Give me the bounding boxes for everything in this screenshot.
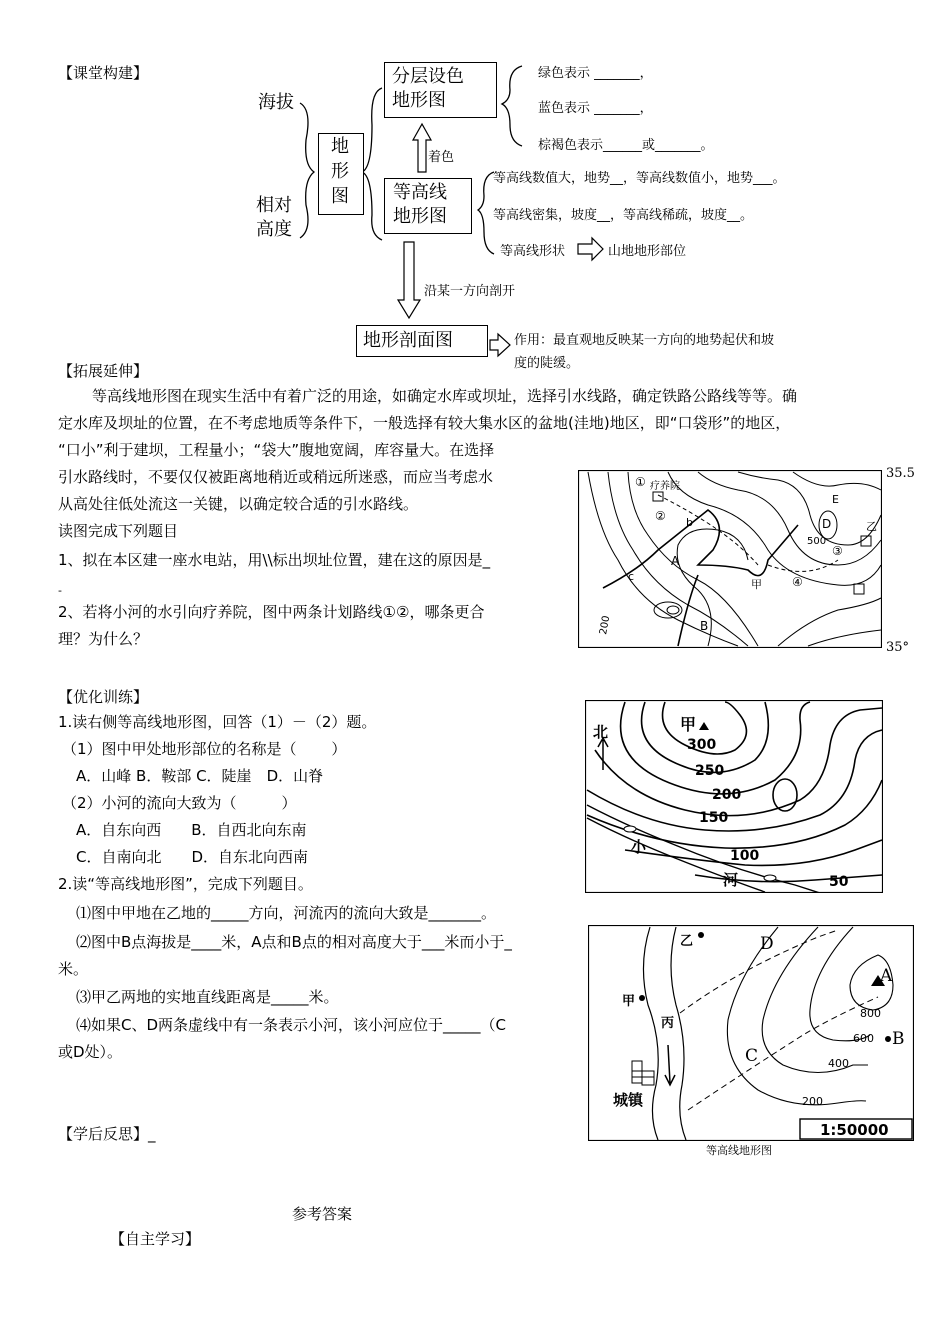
text-green: 绿色表示 _______， <box>538 66 653 81</box>
map1-label-c3: ③ <box>832 544 843 558</box>
map1-label-c: c <box>628 570 635 583</box>
map3-label-jia: 甲 <box>622 994 636 1009</box>
contour-map-peak-river <box>585 700 883 893</box>
map2-label-150: 150 <box>699 810 729 826</box>
map2-label-he: 河 <box>723 871 739 889</box>
map2-label-200: 200 <box>712 787 742 803</box>
question-youhua-2-4-cont: 或D处）。 <box>58 1043 123 1061</box>
map3-label-800: 800 <box>860 1007 881 1020</box>
question-youhua-1: 1.读右侧等高线地形图，回答（1）－（2）题。 <box>58 713 377 731</box>
map3-town: 城镇 <box>613 1091 644 1109</box>
label-haiba: 海拔 <box>258 92 294 113</box>
para-line-1: 等高线地形图在现实生活中有着广泛的用途，如确定水库或坝址，选择引水线路，确定铁路公路线等等。确 <box>92 387 798 405</box>
text-rule2: 等高线密集，坡度__，等高线稀疏，坡度__。 <box>493 208 754 223</box>
label-pouqie: 沿某一方向剖开 <box>424 284 516 299</box>
map3-label-A: A <box>880 966 893 986</box>
options-youhua-1-2-ab: A．自东向西 B．自西北向东南 <box>76 821 307 839</box>
map3-label-200: 200 <box>802 1095 823 1108</box>
map3-label-B: B <box>892 1029 905 1049</box>
map3-point-B <box>885 1036 891 1042</box>
map1-label-jia: 甲 <box>751 578 762 591</box>
map1-label-E: E <box>832 493 839 506</box>
para-line-2: 定水库及坝址的位置，在不考虑地质等条件下，一般选择有较大集水区的盆地(洼地)地区，即“口袋形”的地区， <box>58 414 791 432</box>
map1-label-yi: 乙 <box>866 520 877 533</box>
map3-label-600: 600 <box>853 1032 874 1045</box>
map3-point-jia <box>639 995 645 1001</box>
question-tuozhan-2-line2: 理？为什么？ <box>58 630 149 648</box>
box-fenceng-sheise: 分层设色 地形图 <box>384 62 497 118</box>
question-youhua-2-4: ⑷如果C、D两条虚线中有一条表示小河，该小河应位于_____（C <box>76 1016 507 1034</box>
question-youhua-1-1: （1）图中甲处地形部位的名称是（ ） <box>62 740 347 758</box>
map1-label-c1: ① <box>635 475 646 489</box>
map3-label-bing: 丙 <box>661 1016 675 1031</box>
question-youhua-2: 2.读“等高线地形图”，完成下列题目。 <box>58 875 313 893</box>
map1-label-c2: ② <box>655 509 666 523</box>
options-youhua-1-2-cd: C．自南向北 D．自东北向西南 <box>76 848 309 866</box>
question-youhua-2-2: ⑵图中B点海拔是____米，A点和B点的相对高度大于___米而小于_ <box>76 933 512 951</box>
map1-label-liaoyang: 疗养院 <box>650 481 680 492</box>
map1-label-200: 200 <box>598 614 613 636</box>
concept-diagram-lines <box>0 0 950 370</box>
question-tuozhan-1: 1、拟在本区建一座水电站，用\\标出坝址位置，建在这的原因是_ <box>58 551 491 569</box>
options-youhua-1-1: A．山峰 B．鞍部 C．陡崖 D．山脊 <box>76 767 324 785</box>
map3-label-D: D <box>760 934 774 954</box>
map1-lat-bottom: 35° <box>886 640 910 655</box>
question-tuozhan-1-cont: - <box>58 584 62 597</box>
text-zuoyong-1: 作用：最直观地反映某一方向的地势起伏和坡 <box>514 333 775 348</box>
map3-label-yi: 乙 <box>680 934 694 949</box>
answer-title: 参考答案 <box>292 1205 353 1223</box>
label-xiangdui-2: 高度 <box>256 219 292 240</box>
contour-map-reservoir <box>578 470 882 648</box>
question-youhua-2-3: ⑶甲乙两地的实地直线距离是_____米。 <box>76 988 339 1006</box>
map1-label-500: 500 <box>807 536 827 547</box>
text-rule1: 等高线数值大，地势__，等高线数值小，地势___。 <box>493 171 786 186</box>
map1-label-B: B <box>700 619 709 633</box>
question-youhua-2-2-cont: 米。 <box>58 960 89 978</box>
question-youhua-2-1: ⑴图中甲地在乙地的_____方向，河流丙的流向大致是_______。 <box>76 904 497 922</box>
map1-label-A: A <box>671 554 680 568</box>
box-dengaoxian: 等高线 地形图 <box>384 178 472 234</box>
text-brown: 棕褐色表示______或_______。 <box>538 138 714 153</box>
map1-label-c4: ④ <box>792 575 803 589</box>
section-heading-ketang: 【课堂构建】 <box>58 64 149 82</box>
map1-label-b: b <box>686 516 693 529</box>
map2-label-100: 100 <box>730 848 760 864</box>
map1-lat-top: 35.5 <box>886 466 915 481</box>
text-zuoyong-2: 度的陡缓。 <box>514 356 580 371</box>
map2-label-300: 300 <box>687 737 717 753</box>
para-line-5: 从高处往低处流这一关键，以确定较合适的引水路线。 <box>58 495 419 513</box>
contour-map-town <box>588 925 914 1141</box>
map3-scale: 1:50000 <box>820 1121 889 1139</box>
para-line-6: 读图完成下列题目 <box>58 522 179 540</box>
para-line-4: 引水路线时，不要仅仅被距离地稍近或稍远所迷惑，而应当考虑水 <box>58 468 494 486</box>
box-dixingtu: 地 形 图 <box>318 133 364 215</box>
map3-caption: 等高线地形图 <box>706 1144 772 1157</box>
section-heading-youhua: 【优化训练】 <box>58 688 149 706</box>
map3-point-yi <box>698 932 704 938</box>
label-xiangdui-1: 相对 <box>256 195 292 216</box>
section-heading-tuozhan: 【拓展延伸】 <box>58 362 149 380</box>
map3-label-C: C <box>745 1046 759 1066</box>
question-tuozhan-2-line1: 2、若将小河的水引向疗养院，图中两条计划路线①②，哪条更合 <box>58 603 485 621</box>
section-heading-zizhu: 【自主学习】 <box>110 1230 201 1248</box>
text-rule3a: 等高线形状 <box>500 244 566 259</box>
map2-label-jia: 甲 <box>680 715 697 734</box>
section-heading-xuehou: 【学后反思】_ <box>58 1125 156 1143</box>
map2-label-50: 50 <box>829 874 849 890</box>
map1-label-D: D <box>822 517 832 531</box>
map3-label-400: 400 <box>828 1057 849 1070</box>
box-poumiantu: 地形剖面图 <box>356 325 488 357</box>
map2-label-xiao: 小 <box>631 838 647 856</box>
text-blue: 蓝色表示 _______， <box>538 101 653 116</box>
map2-label-250: 250 <box>695 763 725 779</box>
para-line-3: “口小”利于建坝，工程量小；“袋大”腹地宽阔，库容量大。在选择 <box>58 441 495 459</box>
text-rule3b: 山地地形部位 <box>608 244 687 259</box>
question-youhua-1-2: （2）小河的流向大致为（ ） <box>62 794 297 812</box>
map2-north-label: 北 <box>593 723 609 741</box>
label-zhuose: 着色 <box>428 150 455 165</box>
